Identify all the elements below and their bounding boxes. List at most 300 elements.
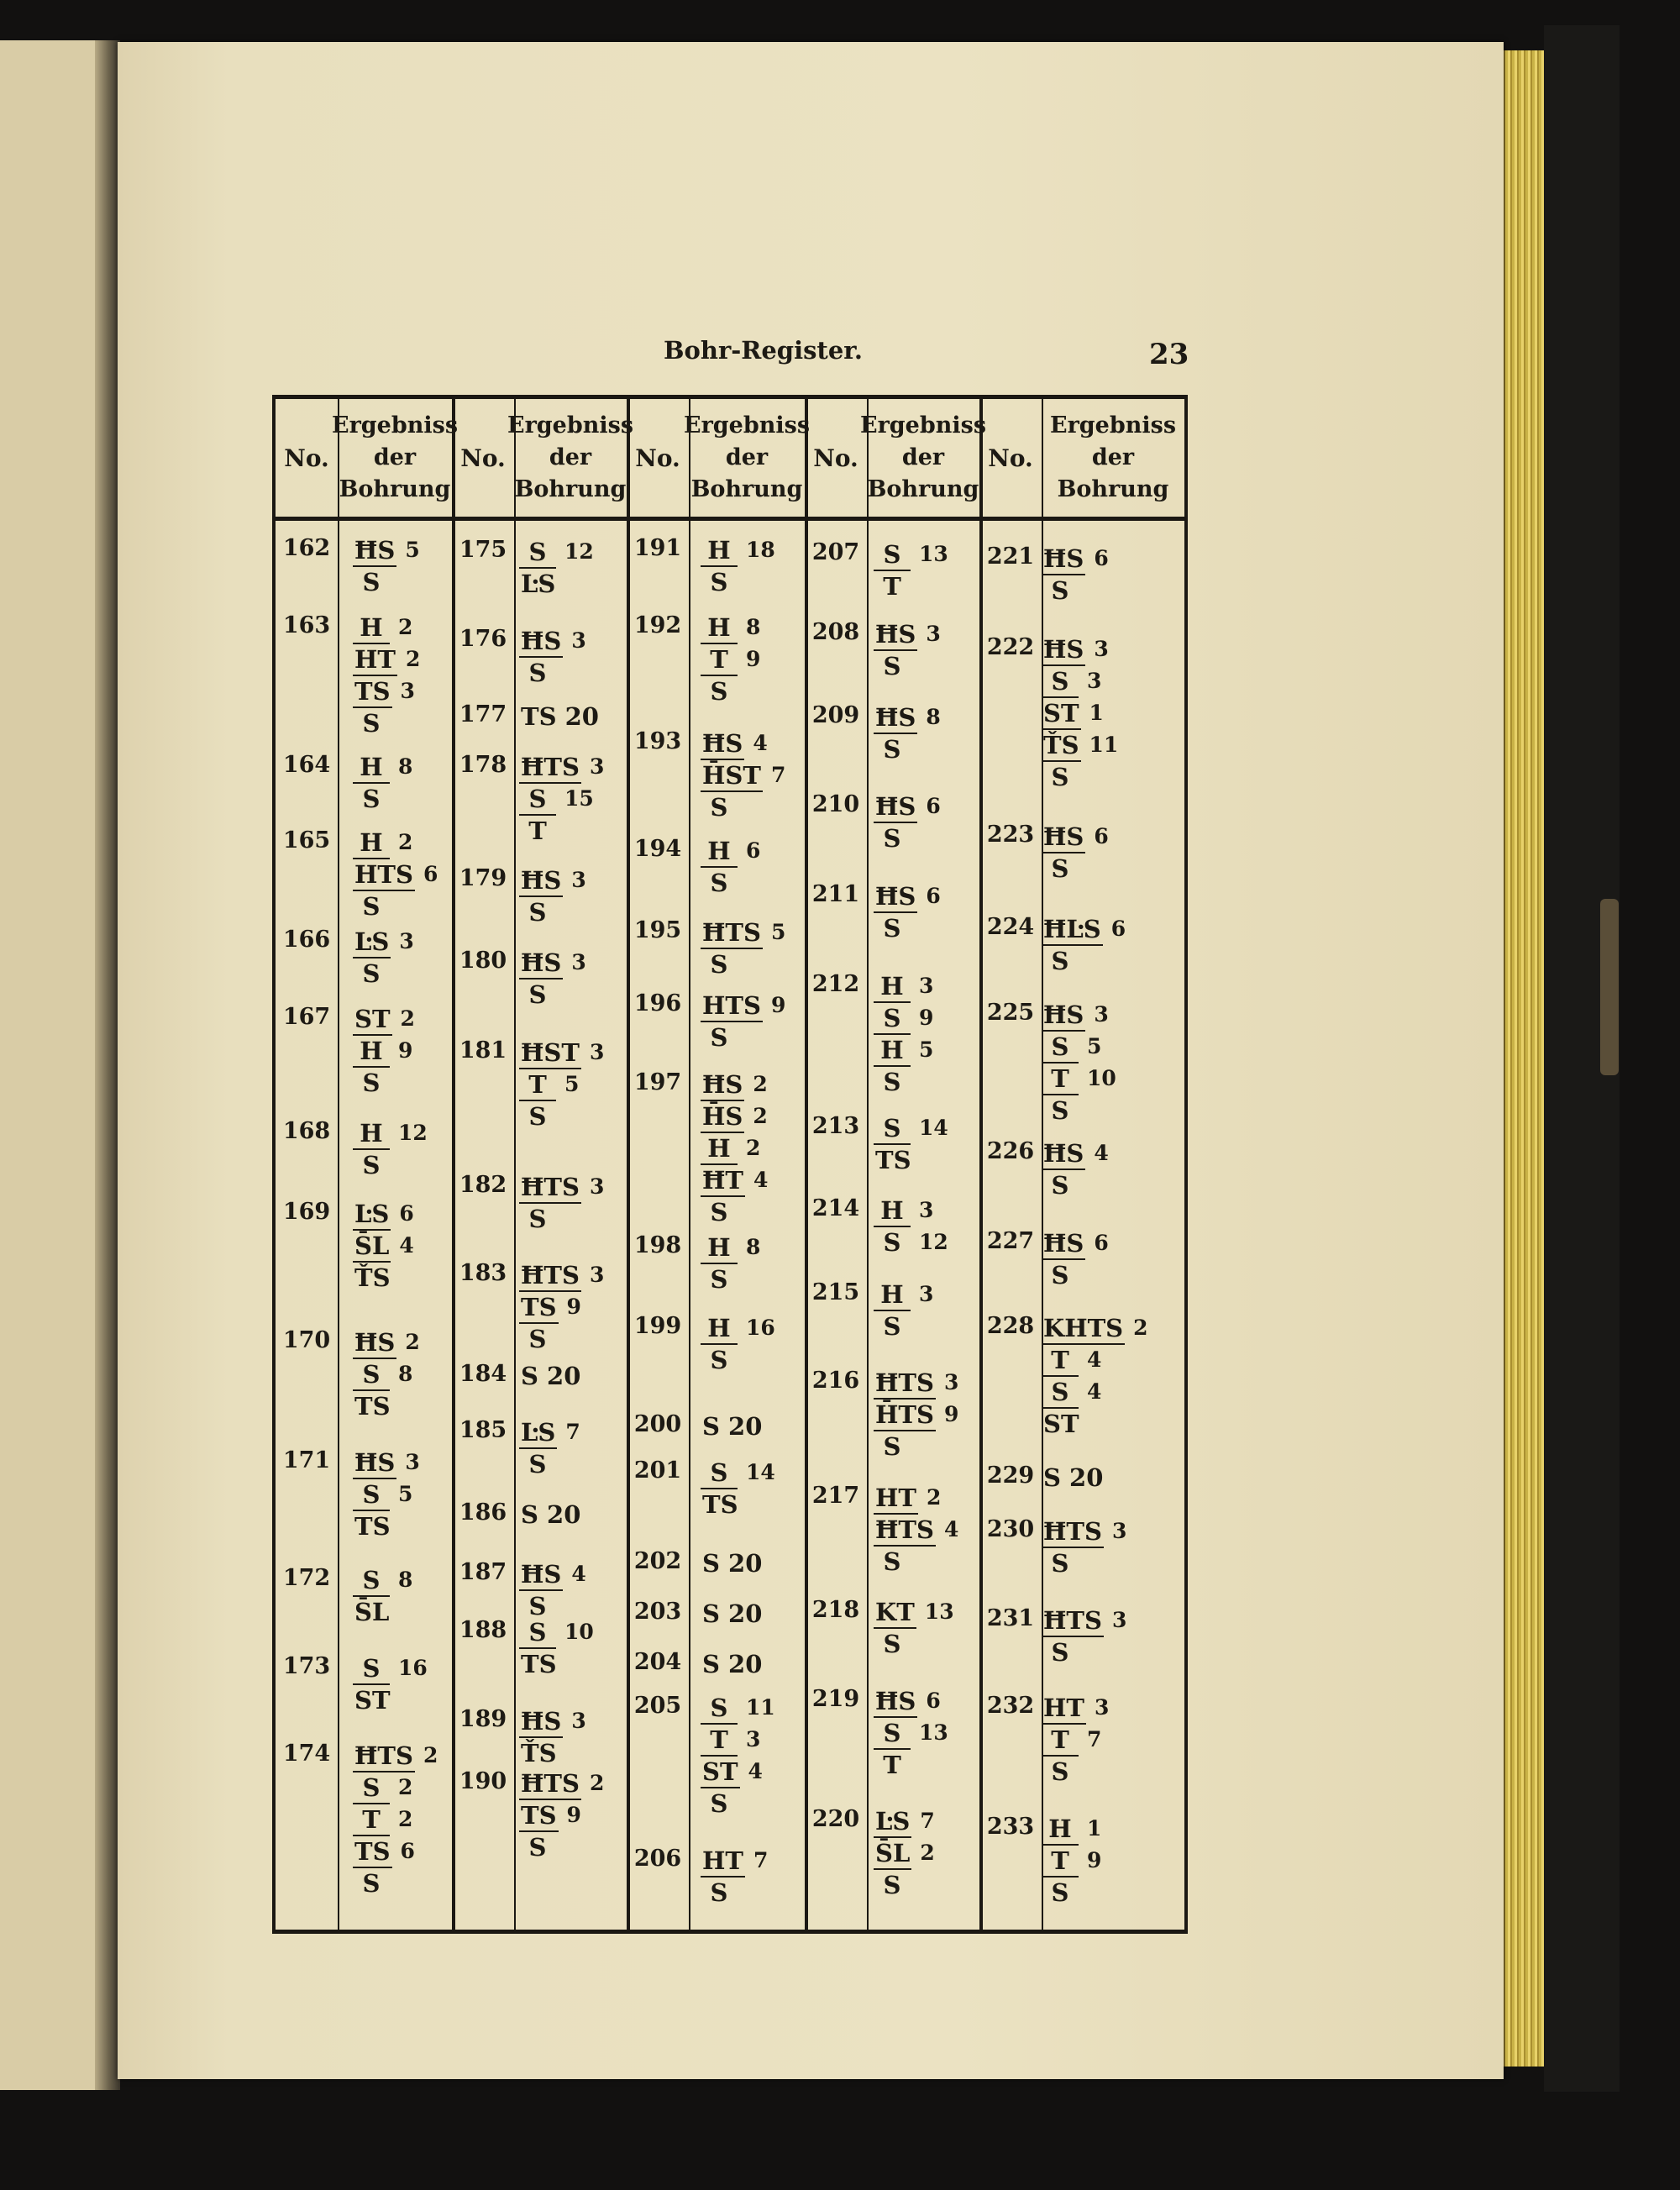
layer-line: [519, 784, 604, 816]
layer-formula: ĦTS: [874, 1368, 936, 1400]
layer-thickness: 11: [1089, 733, 1119, 757]
header-no: No.: [284, 444, 329, 472]
layer-line: [701, 836, 760, 868]
layer-formula: S: [362, 1151, 381, 1179]
header-result-line: der: [1091, 444, 1135, 470]
bore-result: [519, 626, 586, 690]
layer-thickness: 6: [746, 838, 761, 863]
bore-result: [353, 1199, 414, 1295]
layer-line: [874, 1003, 933, 1035]
layer-thickness: 2: [398, 1775, 413, 1799]
layer-formula: HT: [1042, 1693, 1086, 1725]
layer-thickness: 4: [753, 731, 768, 755]
bore-number: 168: [282, 1118, 331, 1144]
layer-formula: S: [1051, 763, 1069, 791]
layer-formula: S: [710, 950, 728, 979]
header-result: [507, 399, 634, 517]
layer-formula: S: [353, 1653, 390, 1685]
layer-line: [874, 1067, 933, 1099]
layer-thickness: 9: [919, 1006, 934, 1030]
bore-result: [353, 927, 414, 990]
layer-thickness: 12: [564, 539, 594, 564]
layer-formula: HT: [874, 1483, 918, 1515]
layer-thickness: 6: [400, 1839, 415, 1863]
layer-thickness: 2: [398, 830, 413, 854]
layer-formula: ĦS: [519, 865, 563, 897]
layer-formula: T: [1042, 1063, 1079, 1095]
layer-line: [701, 1457, 775, 1489]
layer-thickness: 9: [943, 1402, 959, 1426]
layer-formula: TS: [875, 1146, 911, 1174]
layer-formula: T: [1042, 1725, 1079, 1757]
bore-number: 217: [811, 1483, 860, 1509]
bore-result: [1042, 1605, 1126, 1669]
layer-line: [874, 651, 941, 683]
layer-formula: S: [353, 1565, 390, 1597]
layer-line: [519, 1499, 582, 1531]
layer-line: [353, 644, 420, 676]
layer-line: [701, 1165, 768, 1197]
layer-line: [1042, 1463, 1105, 1494]
layer-formula: KHTS: [1042, 1313, 1125, 1345]
layer-line: [353, 784, 412, 816]
layer-thickness: 10: [1087, 1066, 1116, 1090]
bore-number: 182: [459, 1172, 507, 1198]
layer-formula: ĦTS: [519, 1768, 581, 1800]
layer-line: [519, 865, 586, 897]
layer-line: [353, 1685, 428, 1717]
layer-line: [353, 1391, 420, 1423]
layer-formula: H: [353, 752, 390, 784]
layer-thickness: 6: [926, 794, 941, 818]
layer-line: [874, 539, 948, 571]
layer-thickness: 2: [589, 1771, 605, 1795]
layer-line: [1042, 1000, 1116, 1032]
layer-thickness: 8: [398, 1568, 413, 1592]
layer-line: [519, 1768, 604, 1800]
layer-formula: ĦTS: [519, 752, 581, 784]
layer-formula: H̄ST: [701, 760, 763, 792]
header-result-line: der: [901, 444, 945, 470]
layer-line: [519, 1260, 604, 1292]
bore-number: 195: [633, 917, 682, 943]
layer-formula: S: [710, 1265, 728, 1294]
layer-line: [874, 734, 941, 766]
layer-thickness: 4: [943, 1517, 959, 1541]
bore-number: 180: [459, 948, 507, 974]
layer-line: [701, 1788, 775, 1820]
layer-formula: ĦS: [874, 702, 917, 734]
bore-result: [874, 1279, 933, 1343]
bore-number: 200: [633, 1411, 682, 1437]
layer-line: [1042, 914, 1126, 946]
layer-formula: ST: [353, 1004, 392, 1036]
layer-line: [519, 1361, 582, 1393]
layer-formula: S: [710, 1346, 728, 1374]
bore-result: [701, 728, 785, 824]
layer-formula: S: [710, 1198, 728, 1226]
book-gutter: [95, 40, 120, 2090]
bore-number: 223: [986, 822, 1035, 848]
layer-formula: H: [701, 1232, 738, 1264]
layer-thickness: 13: [919, 542, 948, 566]
bore-result: [701, 1069, 768, 1229]
header-result: [859, 399, 987, 517]
bore-number: 183: [459, 1260, 507, 1286]
layer-line: [874, 1547, 958, 1578]
layer-formula: HT: [353, 644, 397, 676]
layer-thickness: 6: [926, 884, 941, 908]
layer-line: [353, 1447, 420, 1479]
layer-formula: ST: [1042, 698, 1081, 730]
bore-result: [874, 619, 941, 683]
layer-thickness: 6: [926, 1688, 941, 1713]
layer-line: [874, 702, 941, 734]
layer-line: [1042, 575, 1109, 607]
bore-number: 197: [633, 1069, 682, 1095]
layer-formula: S: [528, 898, 547, 927]
bore-result: [519, 1706, 586, 1770]
layer-thickness: 4: [1094, 1141, 1109, 1165]
bore-number: 232: [986, 1693, 1035, 1719]
layer-line: [874, 1686, 948, 1718]
layer-thickness: 3: [405, 1450, 420, 1474]
layer-line: [1042, 1313, 1148, 1345]
layer-line: [1042, 544, 1109, 575]
layer-formula: ĦS: [1042, 1138, 1085, 1170]
header-result: [683, 399, 811, 517]
layer-formula: S: [528, 980, 547, 1009]
column-divider: [514, 399, 516, 1930]
layer-line: [1042, 634, 1118, 666]
layer-formula: S: [353, 1479, 390, 1511]
layer-formula: ĦT: [701, 1165, 745, 1197]
layer-thickness: 7: [920, 1809, 935, 1833]
layer-formula: TS: [354, 1392, 391, 1421]
layer-line: [519, 1172, 604, 1204]
layer-formula: ĦTS: [701, 917, 763, 949]
layer-thickness: 6: [1094, 546, 1109, 570]
layer-line: [874, 1145, 948, 1177]
layer-thickness: 4: [1087, 1379, 1102, 1404]
layer-formula: HTS: [701, 990, 763, 1022]
layer-formula: S: [362, 892, 381, 921]
bore-result: [353, 1653, 428, 1717]
layer-thickness: 9: [770, 993, 786, 1017]
layer-formula: T: [701, 644, 738, 676]
layer-line: [701, 1693, 775, 1725]
layer-formula: S: [519, 537, 556, 569]
bore-number: 207: [811, 539, 860, 565]
layer-formula: ĦS: [1042, 634, 1085, 666]
layer-thickness: 2: [920, 1841, 935, 1865]
layer-line: [701, 1232, 760, 1264]
layer-line: [519, 1738, 586, 1770]
bore-result: [1042, 634, 1118, 794]
layer-formula: T: [883, 1751, 901, 1779]
bore-number: 191: [633, 535, 682, 561]
layer-formula: H: [874, 1035, 911, 1067]
layer-line: [874, 1279, 933, 1311]
layer-formula: S̄L: [353, 1231, 391, 1263]
bore-result: [701, 917, 785, 981]
layer-formula: ŤS: [521, 1739, 557, 1767]
layer-formula: TS 20: [521, 702, 599, 731]
layer-thickness: 14: [746, 1460, 775, 1484]
header-no: No.: [988, 444, 1033, 472]
layer-line: [701, 1489, 775, 1521]
layer-line: [353, 1741, 438, 1772]
bore-number: 214: [811, 1195, 860, 1221]
layer-thickness: 1: [1089, 701, 1104, 725]
layer-formula: ĦTS: [874, 1515, 936, 1547]
bore-result: [519, 1037, 604, 1133]
bore-number: 165: [282, 827, 331, 853]
bore-number: 164: [282, 752, 331, 778]
layer-line: [353, 891, 438, 923]
bore-number: 192: [633, 612, 682, 638]
layer-line: [519, 1706, 586, 1738]
layer-formula: TS: [519, 1292, 559, 1324]
layer-thickness: 5: [1087, 1034, 1102, 1058]
header-result-line: Bohrung: [339, 476, 451, 502]
layer-line: [1042, 1260, 1109, 1292]
bore-number: 216: [811, 1368, 860, 1394]
layer-line: [519, 701, 601, 733]
layer-formula: ĦST: [519, 1037, 581, 1069]
layer-formula: T: [519, 1069, 556, 1101]
layer-formula: S: [874, 1003, 911, 1035]
layer-formula: S: [528, 1592, 547, 1620]
bore-number: 205: [633, 1693, 682, 1719]
bore-result: [701, 1649, 764, 1681]
layer-line: [1042, 1693, 1109, 1725]
header-rule: [276, 517, 1184, 521]
layer-line: [874, 1113, 948, 1145]
bore-result: [1042, 544, 1109, 607]
layer-formula: ĦS: [353, 535, 396, 567]
layer-formula: S: [528, 1833, 547, 1862]
layer-line: [519, 1101, 604, 1133]
layer-formula: TS: [354, 1512, 391, 1541]
bore-number: 193: [633, 728, 682, 754]
layer-line: [353, 1199, 414, 1231]
layer-line: [353, 827, 438, 859]
layer-line: [701, 917, 785, 949]
bore-result: [519, 1361, 582, 1393]
bore-result: [874, 539, 948, 603]
header-no: No.: [813, 444, 858, 472]
layer-line: [874, 913, 941, 945]
header-result-line: Ergebniss: [331, 412, 459, 439]
layer-thickness: 7: [565, 1420, 580, 1444]
layer-line: [1042, 698, 1118, 730]
layer-line: [701, 1411, 764, 1443]
layer-formula: ĦS: [1042, 1228, 1085, 1260]
layer-formula: ĦS: [701, 728, 744, 760]
layer-line: [874, 1750, 948, 1782]
layer-formula: HT: [701, 1846, 745, 1878]
layer-formula: T: [1042, 1846, 1079, 1878]
layer-line: [701, 1757, 775, 1788]
layer-formula: S: [1051, 1757, 1069, 1786]
layer-line: [519, 569, 594, 601]
bore-number: 230: [986, 1516, 1035, 1542]
bore-number: 167: [282, 1004, 331, 1030]
layer-formula: S: [1051, 1638, 1069, 1667]
layer-thickness: 10: [564, 1620, 594, 1644]
layer-thickness: 5: [564, 1072, 580, 1096]
layer-thickness: 2: [1133, 1316, 1148, 1340]
layer-formula: S: [528, 1102, 547, 1131]
layer-thickness: 6: [399, 1201, 414, 1226]
bore-number: 166: [282, 927, 331, 953]
layer-line: [874, 1629, 954, 1661]
layer-line: [701, 1264, 760, 1296]
bore-number: 188: [459, 1617, 507, 1643]
layer-formula: ĦS: [1042, 544, 1085, 575]
layer-formula: ĦS: [874, 619, 917, 651]
bore-result: [1042, 1313, 1148, 1441]
bore-number: 172: [282, 1565, 331, 1591]
bore-result: [874, 1806, 935, 1902]
layer-line: [519, 897, 586, 929]
layer-line: [519, 1037, 604, 1069]
layer-line: [353, 708, 420, 740]
layer-line: [519, 1324, 604, 1356]
bore-result: [1042, 1693, 1109, 1788]
bore-number: 174: [282, 1741, 331, 1767]
layer-thickness: 6: [1110, 916, 1126, 941]
bore-number: 169: [282, 1199, 331, 1225]
layer-line: [1042, 762, 1118, 794]
layer-line: [1042, 1637, 1126, 1669]
layer-line: [519, 1559, 586, 1591]
layer-formula: ĦTS: [519, 1260, 581, 1292]
layer-thickness: 2: [398, 615, 413, 639]
bohr-register-table: [272, 395, 1188, 1934]
layer-line: [353, 1868, 438, 1900]
layer-formula: S: [1051, 1878, 1069, 1907]
layer-formula: S: [1051, 947, 1069, 975]
layer-formula: ST: [354, 1686, 391, 1715]
layer-thickness: 3: [1094, 637, 1109, 661]
layer-thickness: 14: [919, 1116, 948, 1140]
bore-result: [353, 1741, 438, 1900]
layer-formula: T: [883, 572, 901, 601]
bore-number: 231: [986, 1605, 1035, 1631]
layer-line: [874, 1515, 958, 1547]
layer-formula: S: [883, 824, 901, 853]
layer-thickness: 2: [398, 1807, 413, 1831]
layer-formula: S: [362, 709, 381, 738]
layer-formula: S: [362, 959, 381, 988]
layer-line: [1042, 1032, 1116, 1063]
layer-thickness: 2: [753, 1072, 768, 1096]
bore-result: [519, 1617, 594, 1681]
layer-line: [353, 859, 438, 891]
layer-line: [519, 1292, 604, 1324]
layer-line: [1042, 1878, 1101, 1909]
layer-line: [701, 1649, 764, 1681]
layer-line: [519, 1449, 580, 1481]
bore-result: [1042, 822, 1109, 885]
bore-result: [353, 752, 412, 816]
layer-thickness: 3: [400, 679, 415, 703]
bore-result: [519, 537, 594, 601]
layer-line: [874, 1806, 935, 1838]
layer-formula: S: [519, 784, 556, 816]
layer-formula: S: [1051, 1171, 1069, 1200]
layer-line: [1042, 1063, 1116, 1095]
layer-line: [353, 1150, 428, 1182]
layer-thickness: 4: [1087, 1347, 1102, 1372]
header-result-line: Ergebniss: [859, 412, 987, 439]
bore-result: [519, 752, 604, 848]
layer-thickness: 3: [589, 754, 605, 779]
layer-thickness: 12: [919, 1230, 948, 1254]
bore-number: 206: [633, 1846, 682, 1872]
bore-result: [874, 1483, 958, 1578]
layer-thickness: 3: [589, 1040, 605, 1064]
layer-thickness: 16: [398, 1656, 428, 1680]
bore-result: [353, 1327, 420, 1423]
bore-result: [874, 881, 941, 945]
layer-line: [353, 1004, 415, 1036]
layer-formula: S 20: [521, 1362, 581, 1390]
layer-line: [1042, 853, 1109, 885]
layer-thickness: 7: [770, 763, 786, 787]
layer-line: [353, 1231, 414, 1263]
layer-thickness: 2: [400, 1006, 415, 1031]
layer-formula: ĦS: [353, 1327, 396, 1359]
header-result-line: Ergebniss: [1049, 412, 1177, 439]
bore-number: 170: [282, 1327, 331, 1353]
bore-result: [1042, 1138, 1109, 1202]
header-result-line: Bohrung: [514, 476, 627, 502]
bore-number: 202: [633, 1548, 682, 1574]
layer-thickness: 9: [566, 1295, 581, 1319]
bore-number: 189: [459, 1706, 507, 1732]
bore-result: [701, 1411, 764, 1443]
bore-result: [701, 1599, 764, 1631]
bore-number: 173: [282, 1653, 331, 1679]
layer-line: [1042, 1548, 1126, 1580]
layer-line: [874, 1838, 935, 1870]
layer-line: [874, 1368, 958, 1400]
layer-formula: ŤS: [354, 1263, 391, 1292]
bore-result: [701, 535, 775, 599]
bore-result: [353, 1565, 412, 1629]
layer-line: [1042, 1516, 1126, 1548]
layer-thickness: 13: [919, 1720, 948, 1745]
layer-line: [701, 1197, 768, 1229]
layer-formula: S: [710, 568, 728, 596]
bore-number: 179: [459, 865, 507, 891]
layer-thickness: 9: [746, 647, 761, 671]
header-result-line: Bohrung: [867, 476, 979, 502]
layer-line: [874, 619, 941, 651]
layer-formula: S 20: [702, 1599, 763, 1628]
bore-result: [874, 1113, 948, 1177]
layer-line: [874, 823, 941, 855]
layer-line: [1042, 1138, 1109, 1170]
layer-formula: H: [701, 535, 738, 567]
layer-formula: H: [353, 1036, 390, 1068]
layer-formula: S 20: [702, 1412, 763, 1441]
layer-line: [519, 1649, 594, 1681]
layer-line: [701, 990, 785, 1022]
